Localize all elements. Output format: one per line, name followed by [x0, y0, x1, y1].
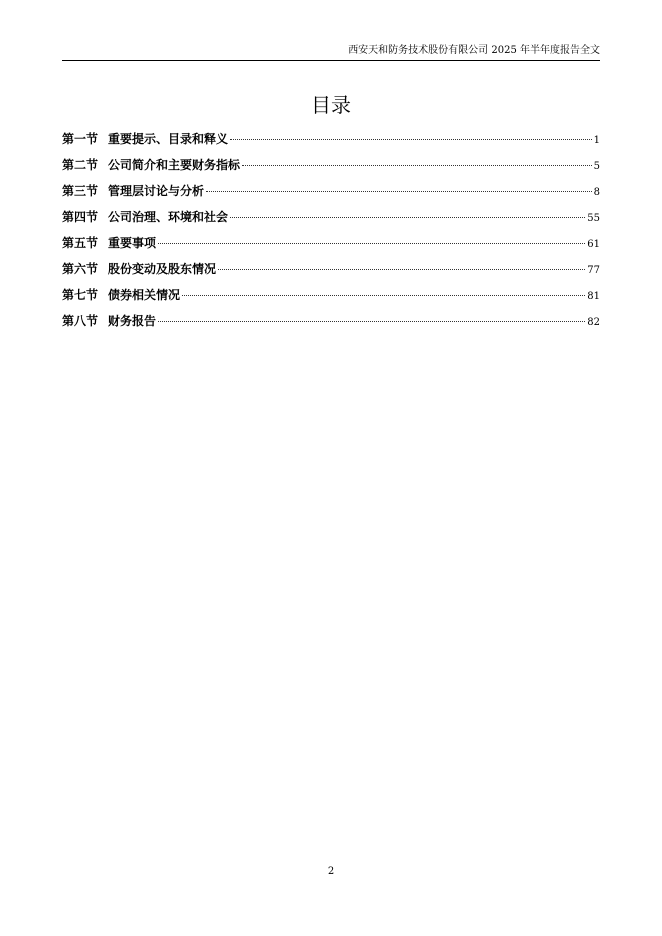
- toc-entry-section-8[interactable]: [62, 308, 600, 334]
- toc-entry-section-2[interactable]: [62, 152, 600, 178]
- toc-dot-leader: [230, 217, 585, 218]
- toc-entry-section-5[interactable]: [62, 230, 600, 256]
- toc-section-title: 财务报告: [108, 314, 157, 328]
- toc-section-title: 重要事项: [108, 236, 157, 250]
- toc-page-number: 82: [587, 317, 600, 328]
- toc-section-title: 股份变动及股东情况: [108, 262, 217, 276]
- toc-section-number: 第八节: [62, 314, 99, 328]
- toc-page-number: 77: [587, 265, 600, 276]
- toc-page-number: 8: [593, 187, 600, 198]
- toc-entry-section-1[interactable]: [62, 126, 600, 152]
- table-of-contents: [62, 126, 600, 334]
- toc-section-title: 债券相关情况: [108, 288, 181, 302]
- toc-section-number: 第六节: [62, 262, 99, 276]
- toc-entry-section-7[interactable]: [62, 282, 600, 308]
- toc-section-title: 管理层讨论与分析: [108, 184, 205, 198]
- toc-section-number: 第三节: [62, 184, 99, 198]
- toc-page-number: 81: [587, 291, 600, 302]
- toc-section-title: 公司简介和主要财务指标: [108, 158, 241, 172]
- running-header: 西安天和防务技术股份有限公司 2025 年半年度报告全文: [348, 45, 600, 56]
- toc-dot-leader: [182, 295, 585, 296]
- toc-section-number: 第五节: [62, 236, 99, 250]
- toc-dot-leader: [206, 191, 592, 192]
- toc-section-title: 公司治理、环境和社会: [108, 210, 229, 224]
- toc-page-number: 5: [593, 161, 600, 172]
- header-divider: [62, 60, 600, 61]
- toc-section-number: 第四节: [62, 210, 99, 224]
- toc-page-number: 55: [587, 213, 600, 224]
- toc-dot-leader: [218, 269, 585, 270]
- toc-entry-section-4[interactable]: [62, 204, 600, 230]
- toc-dot-leader: [158, 321, 585, 322]
- toc-title: 目录: [311, 93, 351, 117]
- toc-section-title: 重要提示、目录和释义: [108, 132, 229, 146]
- toc-section-number: 第二节: [62, 158, 99, 172]
- toc-page-number: 61: [587, 239, 600, 250]
- toc-entry-section-6[interactable]: [62, 256, 600, 282]
- toc-dot-leader: [230, 139, 592, 140]
- toc-section-number: 第七节: [62, 288, 99, 302]
- toc-dot-leader: [158, 243, 585, 244]
- toc-page-number: 1: [593, 135, 600, 146]
- toc-dot-leader: [242, 165, 592, 166]
- toc-entry-section-3[interactable]: [62, 178, 600, 204]
- toc-section-number: 第一节: [62, 132, 99, 146]
- page-number: 2: [327, 866, 335, 877]
